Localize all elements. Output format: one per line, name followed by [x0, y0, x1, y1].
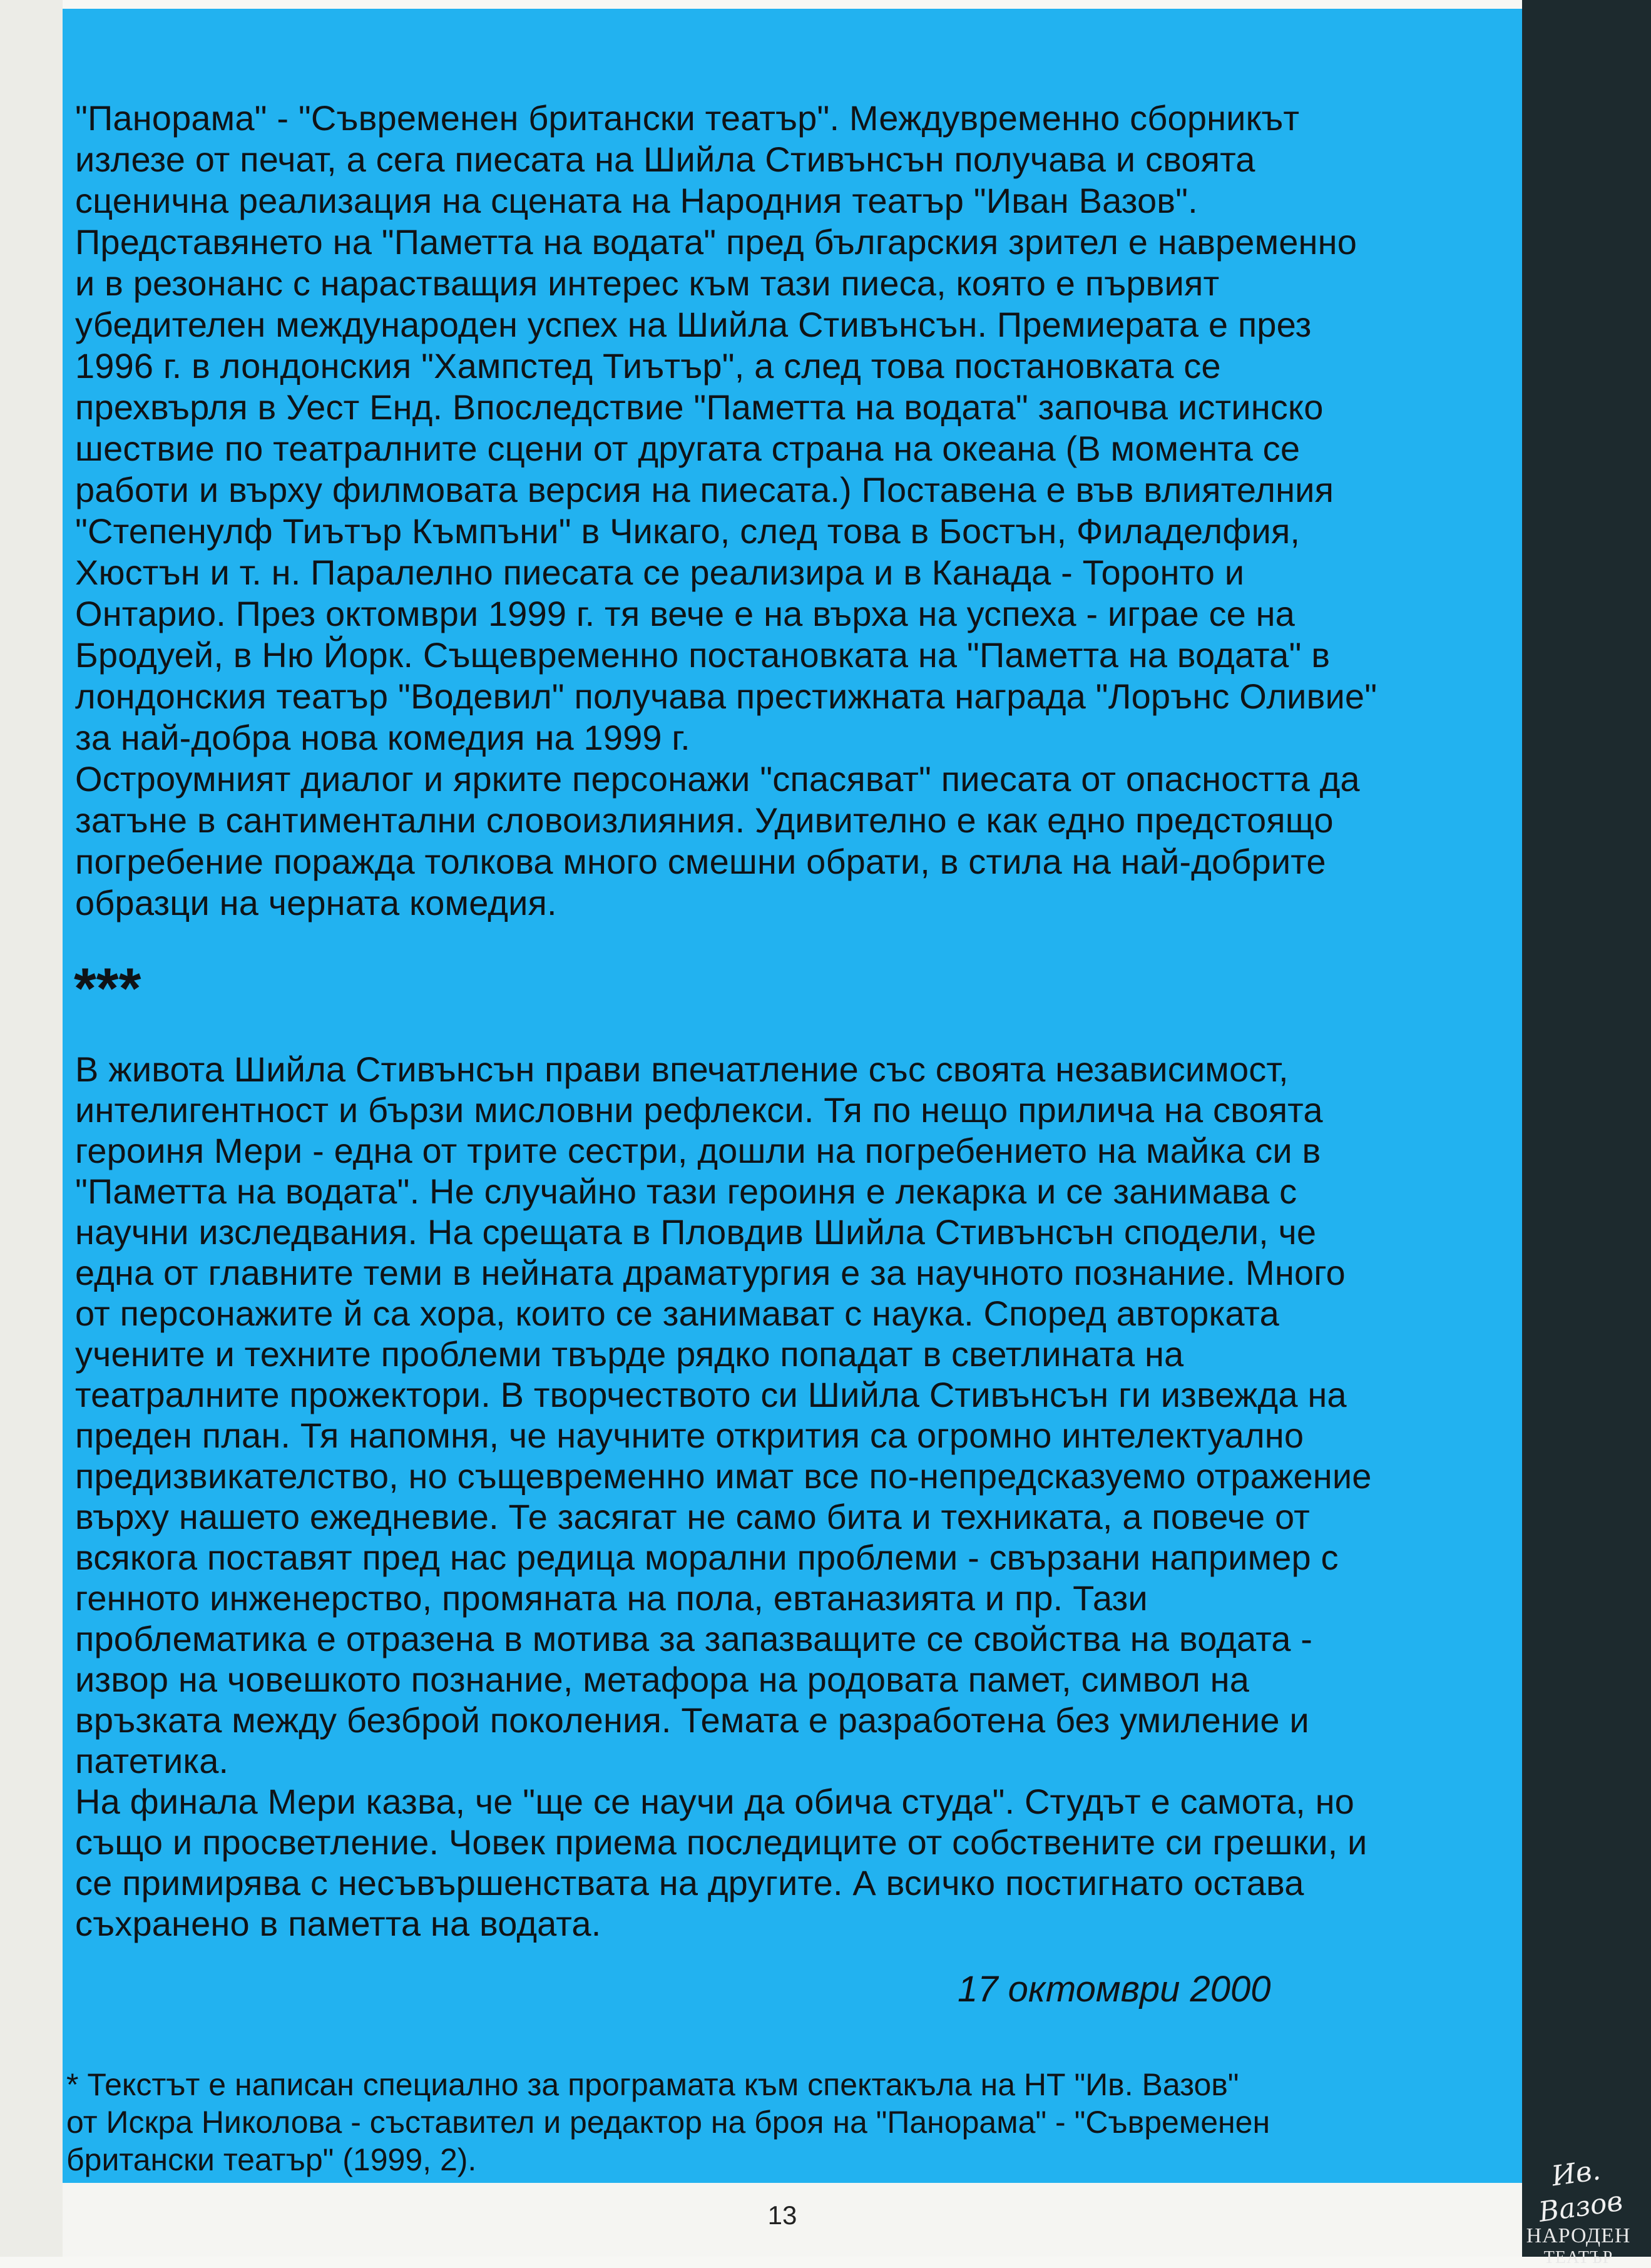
body-line: "Панорама" - "Съвременен британски театър". Междувременно сборникът: [75, 98, 1300, 138]
body-line: шествие по театралните сцени от другата страна на океана (В момента се: [75, 429, 1301, 468]
body-line: погребение поражда толкова много смешни обрати, в стила на най-добрите: [75, 842, 1326, 881]
body-line: съхранено в паметта на водата.: [75, 1904, 601, 1943]
body-line: проблематика е отразена в мотива за запазващите се свойства на водата -: [75, 1619, 1313, 1658]
body-line: предизвикателство, но същевременно имат все по-непредсказуемо отражение: [75, 1456, 1372, 1496]
body-line: научни изследвания. На срещата в Пловдив Шийла Стивънсън сподели, че: [75, 1212, 1317, 1252]
body-line: Представянето на "Паметта на водата" пред българския зрител е навременно: [75, 222, 1357, 262]
body-line: убедителен международен успех на Шийла Стивънсън. Премиерата е през: [75, 305, 1312, 344]
body-line: героиня Мери - една от трите сестри, дошли на погребението на майка си в: [75, 1131, 1321, 1170]
body-line: за най-добра нова комедия на 1999 г.: [75, 718, 690, 757]
body-line: работи и върху филмовата версия на пиесата.) Поставена е във влиятелния: [75, 470, 1334, 509]
logo-signature: Ив. Вазов: [1536, 2154, 1625, 2229]
body-line: Хюстън и т. н. Паралелно пиесата се реализира и в Канада - Торонто и: [75, 553, 1245, 592]
body-line: Бродуей, в Ню Йорк. Същевременно постановката на "Паметта на водата" в: [75, 635, 1331, 675]
body-line: Остроумният диалог и ярките персонажи "спасяват" пиесата от опасността да: [75, 759, 1360, 799]
body-line: и в резонанс с нарастващия интерес към тази пиеса, която е първият: [75, 263, 1220, 303]
body-line: В живота Шийла Стивънсън прави впечатление със своята независимост,: [75, 1050, 1289, 1089]
body-line: една от главните теми в нейната драматургия е за научното познание. Много: [75, 1253, 1346, 1292]
body-line: генното инженерство, промяната на пола, евтаназията и пр. Тази: [75, 1578, 1148, 1618]
logo-line-2: ТЕАТЪР: [1543, 2248, 1613, 2267]
body-line: също и просветление. Човек приема последиците от собствените си грешки, и: [75, 1822, 1367, 1862]
body-line: интелигентност и бързи мисловни рефлекси. Тя по нещо прилича на своята: [75, 1090, 1323, 1130]
page-number: 13: [767, 2200, 797, 2230]
footnote-line: * Текстът е написан специално за програмата към спектакъла на НТ "Ив. Вазов": [66, 2067, 1239, 2102]
body-line: "Степенулф Тиътър Къмпъни" в Чикаго, след това в Бостън, Филаделфия,: [75, 511, 1301, 551]
body-line: преден план. Тя напомня, че научните открития са огромно интелектуално: [75, 1416, 1304, 1455]
page-left-margin: [0, 0, 63, 2257]
body-line: извор на човешкото познание, метафора на родовата памет, символ на: [75, 1660, 1250, 1699]
body-line: Онтарио. През октомври 1999 г. тя вече е на върха на успеха - играе се на: [75, 594, 1295, 633]
footnote-line: британски театър" (1999, 2).: [66, 2142, 477, 2177]
body-line: театралните прожектори. В творчеството си Шийла Стивънсън ги извежда на: [75, 1375, 1347, 1414]
body-line: от персонажите й са хора, които се занимават с наука. Според авторката: [75, 1294, 1279, 1333]
body-line: лондонския театър "Водевил" получава престижната награда "Лорънс Оливие": [75, 677, 1378, 716]
body-line: сценична реализация на сцената на Народния театър "Иван Вазов".: [75, 181, 1198, 220]
footnote-line: от Искра Николова - съставител и редактор на броя на "Панорама" - "Съвременен: [66, 2105, 1270, 2140]
logo-line-1: НАРОДЕН: [1526, 2224, 1631, 2247]
section-separator: ***: [74, 957, 141, 1021]
body-line: учените и техните проблеми твърде рядко попадат в светлината на: [75, 1334, 1184, 1374]
body-line: 1996 г. в лондонския "Хампстед Тиътър", а след това постановката се: [75, 346, 1221, 386]
national-theatre-logo: [1517, 2154, 1640, 2267]
body-line: затъне в сантиментални словоизлияния. Удивително е как едно предстоящо: [75, 800, 1334, 840]
article-date: 17 октомври 2000: [958, 1969, 1271, 2010]
dark-right-strip: [1522, 0, 1651, 2257]
body-line: всякога поставят пред нас редица морални проблеми - свързани например с: [75, 1538, 1339, 1577]
body-line: се примирява с несъвършенствата на другите. А всичко постигнато остава: [75, 1863, 1304, 1903]
body-line: връзката между безброй поколения. Темата е разработена без умиление и: [75, 1700, 1309, 1740]
body-line: На финала Мери казва, че "ще се научи да обича студа". Студът е самота, но: [75, 1782, 1354, 1821]
body-line: върху нашето ежедневие. Те засягат не само бита и техниката, а повече от: [75, 1497, 1310, 1536]
body-line: "Паметта на водата". Не случайно тази героиня е лекарка и се занимава с: [75, 1172, 1297, 1211]
body-line: прехвърля в Уест Енд. Впоследствие "Паметта на водата" започва истинско: [75, 387, 1324, 427]
body-line: излезе от печат, а сега пиесата на Шийла Стивънсън получава и своята: [75, 140, 1255, 179]
body-line: образци на черната комедия.: [75, 883, 557, 922]
body-line: патетика.: [75, 1741, 229, 1780]
